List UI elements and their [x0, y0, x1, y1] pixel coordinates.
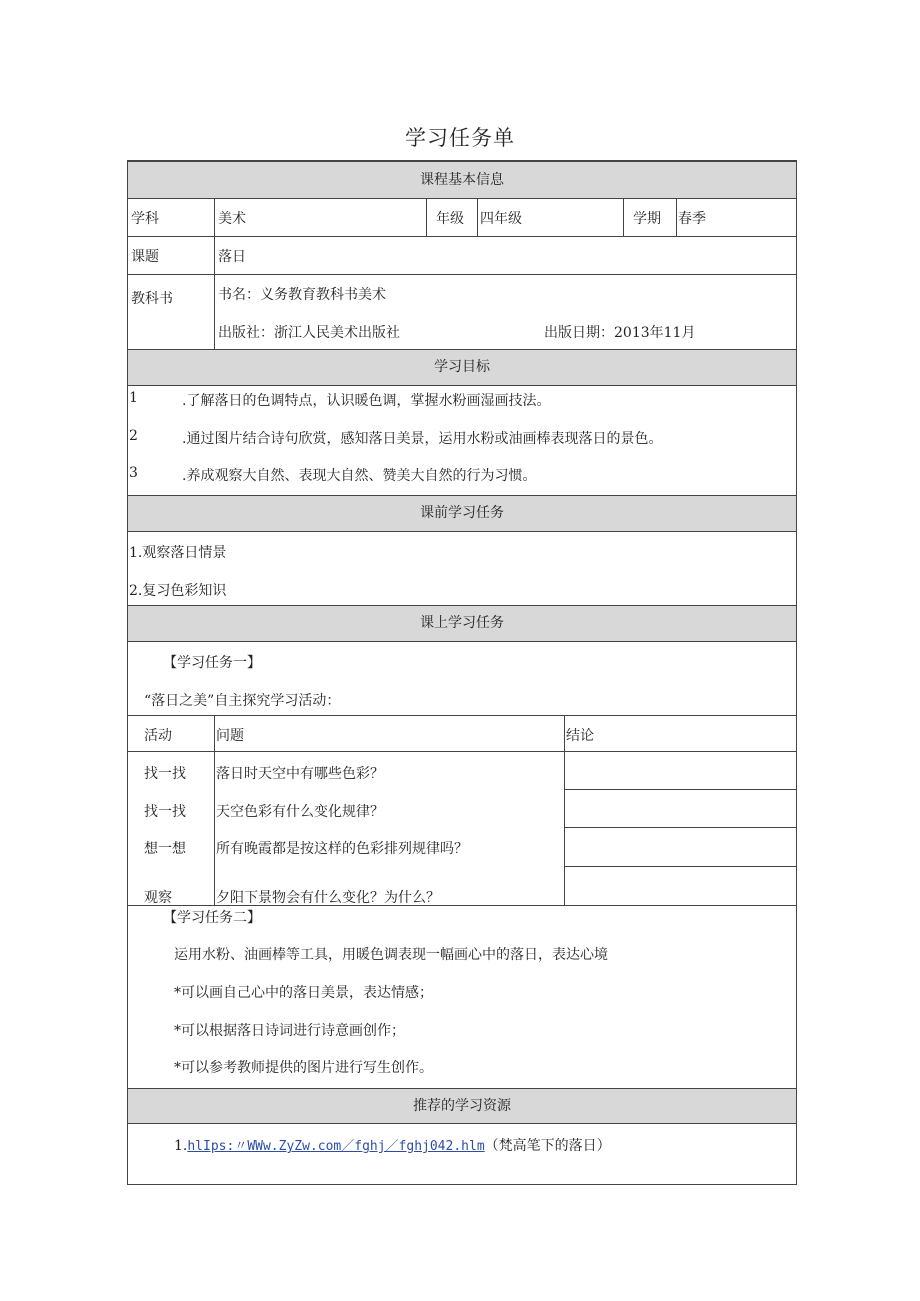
publish-date: 出版日期：2013年11月 [544, 325, 696, 341]
table-row-activity: 观察 [144, 890, 172, 906]
task2-line: *可以参考教师提供的图片进行写生创作。 [174, 1060, 433, 1076]
section-header-resources: 推荐的学习资源 [128, 1088, 796, 1124]
section-header-goals: 学习目标 [128, 349, 796, 386]
divider [128, 715, 796, 716]
subject-value: 美术 [218, 211, 246, 227]
pre-task-item: 2.复习色彩知识 [129, 583, 227, 599]
resource-number: 1. [174, 1138, 188, 1154]
divider [477, 199, 478, 236]
book-name: 书名：义务教育教科书美术 [218, 287, 386, 303]
section-header-pre-tasks: 课前学习任务 [128, 495, 796, 532]
table-row-question: 落日时天空中有哪些色彩？ [216, 766, 384, 782]
task2-line: *可以画自己心中的落日美景，表达情感； [174, 985, 433, 1001]
goal-text: .通过图片结合诗句欣赏，感知落日美景，运用水粉或油画棒表现落日的景色。 [182, 431, 663, 447]
grade-label: 年级 [436, 211, 464, 227]
divider [676, 199, 677, 236]
table-row-question: 所有晚霞都是按这样的色彩排列规律吗？ [216, 841, 468, 857]
subject-label: 学科 [131, 211, 159, 227]
resource-item [174, 1135, 611, 1155]
resource-link[interactable]: hlIps:〃WWw.ZyZw.com／fghj／fghj042.hlm [187, 1139, 485, 1154]
goal-number: 1 [129, 390, 138, 406]
table-row-question: 夕阳下景物会有什么变化？为什么？ [216, 890, 440, 906]
task-sheet-table [127, 160, 797, 1185]
table-row-activity: 找一找 [144, 804, 186, 820]
divider [564, 827, 796, 828]
textbook-label: 教科书 [131, 291, 173, 307]
divider [128, 751, 796, 752]
task2-line: 运用水粉、油画棒等工具，用暖色调表现一幅画心中的落日，表达心境 [174, 947, 608, 963]
divider [564, 866, 796, 867]
divider [128, 274, 796, 275]
task2-line: *可以根据落日诗词进行诗意画创作； [174, 1023, 405, 1039]
term-label: 学期 [633, 211, 661, 227]
divider [564, 715, 565, 905]
goal-number: 3 [129, 465, 138, 481]
goal-text: .了解落日的色调特点，认识暖色调，掌握水粉画湿画技法。 [182, 393, 551, 409]
table-header-activity: 活动 [144, 728, 172, 744]
divider [564, 789, 796, 790]
goal-number: 2 [129, 428, 138, 444]
table-row-activity: 找一找 [144, 766, 186, 782]
goal-text: .养成观察大自然、表现大自然、赞美大自然的行为习惯。 [182, 468, 537, 484]
table-header-question: 问题 [216, 728, 244, 744]
resource-description: （梵高笔下的落日） [484, 1138, 611, 1154]
term-value: 春季 [678, 211, 706, 227]
table-row-question: 天空色彩有什么变化规律？ [216, 804, 384, 820]
task1-intro: “落日之美”自主探究学习活动： [144, 693, 341, 709]
task1-title: 【学习任务一】 [163, 655, 261, 671]
publisher: 出版社：浙江人民美术出版社 [218, 325, 400, 341]
grade-value: 四年级 [480, 211, 522, 227]
divider [214, 715, 215, 905]
table-row-activity: 想一想 [144, 841, 186, 857]
section-header-class-tasks: 课上学习任务 [128, 605, 796, 642]
pre-task-item: 1.观察落日情景 [129, 545, 227, 561]
task2-title: 【学习任务二】 [163, 910, 261, 926]
topic-value: 落日 [218, 249, 246, 265]
divider [426, 199, 427, 236]
page-title: 学习任务单 [405, 126, 515, 150]
section-header-basic: 课程基本信息 [128, 161, 796, 199]
table-header-conclusion: 结论 [566, 728, 594, 744]
topic-label: 课题 [131, 249, 159, 265]
divider [623, 199, 624, 236]
divider [128, 236, 796, 237]
